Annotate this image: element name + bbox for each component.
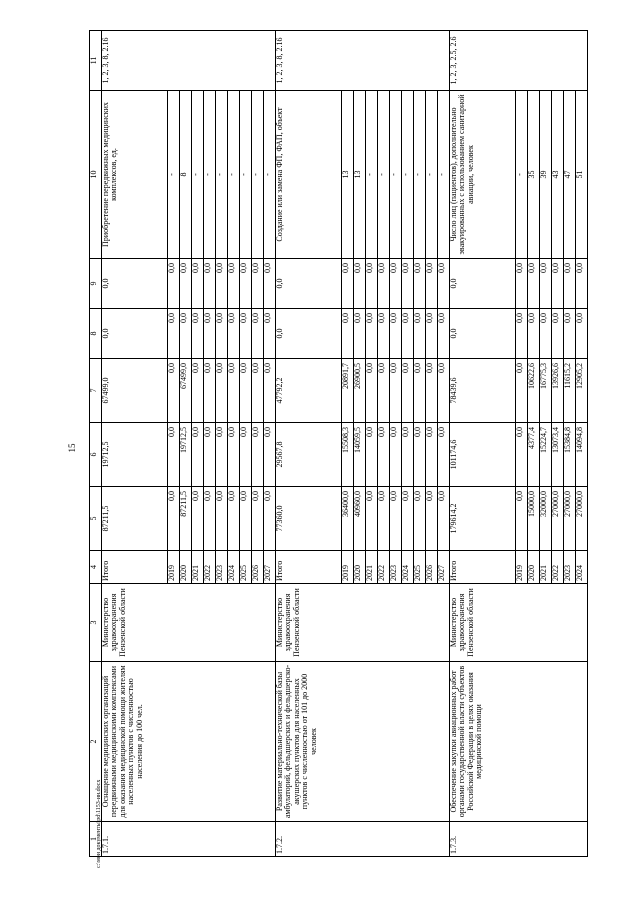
value-c6: 0,0: [168, 423, 180, 487]
value-c9: 0,0: [426, 259, 438, 309]
value-c7: 26900,5: [354, 359, 366, 423]
value-c6: 0,0: [438, 423, 450, 487]
value-c5: 0,0: [204, 487, 216, 551]
value-c8: 0,0: [342, 309, 354, 359]
value-c9: 0,0: [264, 259, 276, 309]
value-c8: 0,0: [192, 309, 204, 359]
value-c7: 0,0: [204, 359, 216, 423]
header-cell: 4: [90, 551, 102, 584]
year-cell: 2022: [378, 551, 390, 584]
value-c8: 0,0: [216, 309, 228, 359]
value-c6: 15508,3: [342, 423, 354, 487]
value-c7: 0,0: [402, 359, 414, 423]
value-c6: 0,0: [252, 423, 264, 487]
value-c6: 0,0: [264, 423, 276, 487]
indicator-value: -: [252, 91, 264, 259]
header-cell: 1: [90, 822, 102, 857]
value-c8: 0,0: [438, 309, 450, 359]
value-c9: 0,0: [216, 259, 228, 309]
value-c9: 0,0: [354, 259, 366, 309]
total-c5: 179614,2: [450, 487, 516, 551]
value-c8: 0,0: [516, 309, 528, 359]
value-c7: 0,0: [366, 359, 378, 423]
value-c9: 0,0: [402, 259, 414, 309]
total-label: Итого: [450, 551, 516, 584]
year-cell: 2021: [366, 551, 378, 584]
value-c5: 0,0: [516, 487, 528, 551]
indicator-value: -: [390, 91, 402, 259]
value-c9: 0,0: [552, 259, 564, 309]
value-c9: 0,0: [378, 259, 390, 309]
value-c8: 0,0: [426, 309, 438, 359]
value-c5: 0,0: [216, 487, 228, 551]
total-c5: 87211,5: [102, 487, 168, 551]
header-cell: 3: [90, 584, 102, 662]
header-cell: 6: [90, 423, 102, 487]
value-c5: 27000,0: [576, 487, 588, 551]
year-cell: 2023: [216, 551, 228, 584]
total-c5: 77360,0: [276, 487, 342, 551]
year-cell: 2022: [552, 551, 564, 584]
section-number: 1.7.3.: [450, 822, 588, 857]
value-c5: 40960,0: [354, 487, 366, 551]
total-c8: 0,0: [276, 309, 342, 359]
value-c8: 0,0: [576, 309, 588, 359]
page-number: 15: [67, 443, 77, 453]
indicator-value: 43: [552, 91, 564, 259]
value-c7: 20891,7: [342, 359, 354, 423]
total-c7: 78439,6: [450, 359, 516, 423]
year-cell: 2025: [414, 551, 426, 584]
value-c7: 0,0: [438, 359, 450, 423]
section-title: Развитие материально-технической базы амбулаторий, фельдшерских и фельдшерско-акушерских пунктов для населенных пунктов с численностью от 101 до 2000 человек: [276, 662, 450, 822]
program-table: [89, 30, 588, 857]
value-c8: 0,0: [402, 309, 414, 359]
value-c8: 0,0: [252, 309, 264, 359]
value-c9: 0,0: [576, 259, 588, 309]
header-cell: 11: [90, 31, 102, 91]
value-c6: 0,0: [390, 423, 402, 487]
value-c6: 13073,4: [552, 423, 564, 487]
year-cell: 2020: [180, 551, 192, 584]
value-c6: 0,0: [366, 423, 378, 487]
year-cell: 2027: [264, 551, 276, 584]
section-total-row: [102, 31, 168, 857]
value-c8: 0,0: [390, 309, 402, 359]
value-c5: 0,0: [390, 487, 402, 551]
value-c7: 11615,2: [564, 359, 576, 423]
indicator-value: 47: [564, 91, 576, 259]
rotated-page: [89, 31, 584, 857]
value-c7: 0,0: [516, 359, 528, 423]
indicator-value: -: [228, 91, 240, 259]
year-cell: 2023: [390, 551, 402, 584]
value-c6: 0,0: [216, 423, 228, 487]
section-number: 1.7.1.: [102, 822, 276, 857]
value-c6: 0,0: [414, 423, 426, 487]
value-c6: 15384,8: [564, 423, 576, 487]
value-c9: 0,0: [240, 259, 252, 309]
year-cell: 2027: [438, 551, 450, 584]
header-row: [90, 31, 102, 857]
indicator-value: 39: [540, 91, 552, 259]
value-c7: 0,0: [168, 359, 180, 423]
value-c6: 0,0: [402, 423, 414, 487]
value-c9: 0,0: [516, 259, 528, 309]
value-c6: 15224,7: [540, 423, 552, 487]
value-c5: 0,0: [192, 487, 204, 551]
reference-numbers: 1, 2, 3, 8, 2.16: [102, 31, 276, 91]
value-c7: 10622,6: [528, 359, 540, 423]
value-c9: 0,0: [366, 259, 378, 309]
value-c9: 0,0: [414, 259, 426, 309]
indicator-value: -: [438, 91, 450, 259]
value-c6: 14059,5: [354, 423, 366, 487]
total-c7: 47792,2: [276, 359, 342, 423]
value-c7: 12905,2: [576, 359, 588, 423]
indicator-value: 13: [342, 91, 354, 259]
section-title: Оснащение медицинских организаций передвижными медицинскими комплексами для оказания медицинской помощи жителям населенных пунктов с численностью населения до 100 чел.: [102, 662, 276, 822]
year-cell: 2022: [204, 551, 216, 584]
indicator-value: -: [426, 91, 438, 259]
value-c5: 15000,0: [528, 487, 540, 551]
header-cell: 5: [90, 487, 102, 551]
responsible-agency: Министерство здравоохранения Пензенской области: [276, 584, 450, 662]
indicator-value: -: [378, 91, 390, 259]
header-cell: 7: [90, 359, 102, 423]
total-c9: 0,0: [276, 259, 342, 309]
value-c8: 0,0: [414, 309, 426, 359]
value-c5: 27000,0: [552, 487, 564, 551]
value-c5: 0,0: [414, 487, 426, 551]
indicator-value: -: [414, 91, 426, 259]
section-total-row: [276, 31, 342, 857]
value-c8: 0,0: [552, 309, 564, 359]
year-cell: 2023: [564, 551, 576, 584]
value-c5: 0,0: [228, 487, 240, 551]
value-c7: 0,0: [228, 359, 240, 423]
value-c9: 0,0: [180, 259, 192, 309]
value-c8: 0,0: [240, 309, 252, 359]
year-cell: 2019: [342, 551, 354, 584]
reference-numbers: 1, 2, 3, 2.5, 2.6: [450, 31, 588, 91]
section-total-row: [450, 31, 516, 857]
header-cell: 10: [90, 91, 102, 259]
total-c8: 0,0: [450, 309, 516, 359]
indicator-value: -: [204, 91, 216, 259]
value-c9: 0,0: [528, 259, 540, 309]
value-c8: 0,0: [540, 309, 552, 359]
value-c7: 0,0: [264, 359, 276, 423]
value-c5: 27000,0: [564, 487, 576, 551]
indicator-value: -: [192, 91, 204, 259]
value-c8: 0,0: [366, 309, 378, 359]
indicator-value: -: [240, 91, 252, 259]
indicator-value: 51: [576, 91, 588, 259]
value-c9: 0,0: [168, 259, 180, 309]
year-cell: 2026: [252, 551, 264, 584]
value-c5: 0,0: [378, 487, 390, 551]
value-c8: 0,0: [564, 309, 576, 359]
value-c7: 0,0: [216, 359, 228, 423]
indicator-name: Создание или замена ФП, ФАП, объект: [276, 91, 342, 259]
value-c8: 0,0: [528, 309, 540, 359]
indicator-value: 35: [528, 91, 540, 259]
indicator-name: Число лиц (пациентов), дополнительно эвакуированных с использованием санитарной авиации, человек: [450, 91, 516, 259]
value-c5: 0,0: [264, 487, 276, 551]
year-cell: 2024: [402, 551, 414, 584]
header-cell: 8: [90, 309, 102, 359]
indicator-value: -: [264, 91, 276, 259]
header-cell: 2: [90, 662, 102, 822]
value-c7: 0,0: [192, 359, 204, 423]
total-c6: 29567,8: [276, 423, 342, 487]
value-c7: 0,0: [378, 359, 390, 423]
value-c9: 0,0: [540, 259, 552, 309]
total-c6: 101174,6: [450, 423, 516, 487]
value-c8: 0,0: [168, 309, 180, 359]
value-c9: 0,0: [192, 259, 204, 309]
responsible-agency: Министерство здравоохранения Пензенской области: [450, 584, 588, 662]
footer-file-path: c:\мои документы\рd\1153-ин.docx: [96, 779, 102, 868]
value-c7: 0,0: [390, 359, 402, 423]
indicator-value: -: [168, 91, 180, 259]
reference-numbers: 1, 2, 3, 8, 2.16: [276, 31, 450, 91]
value-c5: 0,0: [252, 487, 264, 551]
section-title: Обеспечение закупки авиационных работ органами государственной власти субъектов Российской Федерации в целях оказания медицинской помощи: [450, 662, 588, 822]
value-c5: 87211,5: [180, 487, 192, 551]
indicator-value: -: [402, 91, 414, 259]
value-c7: 0,0: [252, 359, 264, 423]
year-cell: 2026: [426, 551, 438, 584]
value-c5: 0,0: [168, 487, 180, 551]
year-cell: 2020: [528, 551, 540, 584]
total-c9: 0,0: [450, 259, 516, 309]
value-c9: 0,0: [390, 259, 402, 309]
value-c7: 0,0: [414, 359, 426, 423]
responsible-agency: Министерство здравоохранения Пензенской области: [102, 584, 276, 662]
table-body: [90, 31, 588, 857]
year-cell: 2024: [576, 551, 588, 584]
value-c6: 0,0: [204, 423, 216, 487]
value-c6: 4377,4: [528, 423, 540, 487]
value-c8: 0,0: [378, 309, 390, 359]
total-c7: 67499,0: [102, 359, 168, 423]
value-c9: 0,0: [564, 259, 576, 309]
value-c6: 0,0: [192, 423, 204, 487]
total-label: Итого: [276, 551, 342, 584]
value-c8: 0,0: [180, 309, 192, 359]
value-c8: 0,0: [354, 309, 366, 359]
value-c6: 14094,8: [576, 423, 588, 487]
year-cell: 2019: [168, 551, 180, 584]
indicator-value: -: [216, 91, 228, 259]
value-c7: 0,0: [426, 359, 438, 423]
value-c5: 0,0: [438, 487, 450, 551]
value-c6: 0,0: [378, 423, 390, 487]
value-c7: 16775,3: [540, 359, 552, 423]
year-cell: 2025: [240, 551, 252, 584]
value-c9: 0,0: [228, 259, 240, 309]
total-label: Итого: [102, 551, 168, 584]
value-c7: 67499,0: [180, 359, 192, 423]
value-c9: 0,0: [342, 259, 354, 309]
year-cell: 2020: [354, 551, 366, 584]
value-c6: 0,0: [228, 423, 240, 487]
value-c9: 0,0: [252, 259, 264, 309]
value-c7: 13926,6: [552, 359, 564, 423]
value-c6: 0,0: [516, 423, 528, 487]
value-c5: 0,0: [240, 487, 252, 551]
indicator-name: Приобретение передвижных медицинских комплексов, ед.: [102, 91, 168, 259]
year-cell: 2024: [228, 551, 240, 584]
indicator-value: 8: [180, 91, 192, 259]
indicator-value: -: [516, 91, 528, 259]
value-c8: 0,0: [264, 309, 276, 359]
value-c6: 19712,5: [180, 423, 192, 487]
value-c8: 0,0: [204, 309, 216, 359]
value-c5: 0,0: [426, 487, 438, 551]
value-c5: 36400,0: [342, 487, 354, 551]
year-cell: 2021: [540, 551, 552, 584]
value-c6: 0,0: [240, 423, 252, 487]
value-c9: 0,0: [204, 259, 216, 309]
section-number: 1.7.2.: [276, 822, 450, 857]
header-cell: 9: [90, 259, 102, 309]
total-c6: 19712,5: [102, 423, 168, 487]
value-c8: 0,0: [228, 309, 240, 359]
value-c5: 0,0: [366, 487, 378, 551]
value-c7: 0,0: [240, 359, 252, 423]
year-cell: 2019: [516, 551, 528, 584]
indicator-value: 13: [354, 91, 366, 259]
indicator-value: -: [366, 91, 378, 259]
total-c9: 0,0: [102, 259, 168, 309]
value-c6: 0,0: [426, 423, 438, 487]
value-c5: 0,0: [402, 487, 414, 551]
value-c5: 32000,0: [540, 487, 552, 551]
year-cell: 2021: [192, 551, 204, 584]
value-c9: 0,0: [438, 259, 450, 309]
total-c8: 0,0: [102, 309, 168, 359]
